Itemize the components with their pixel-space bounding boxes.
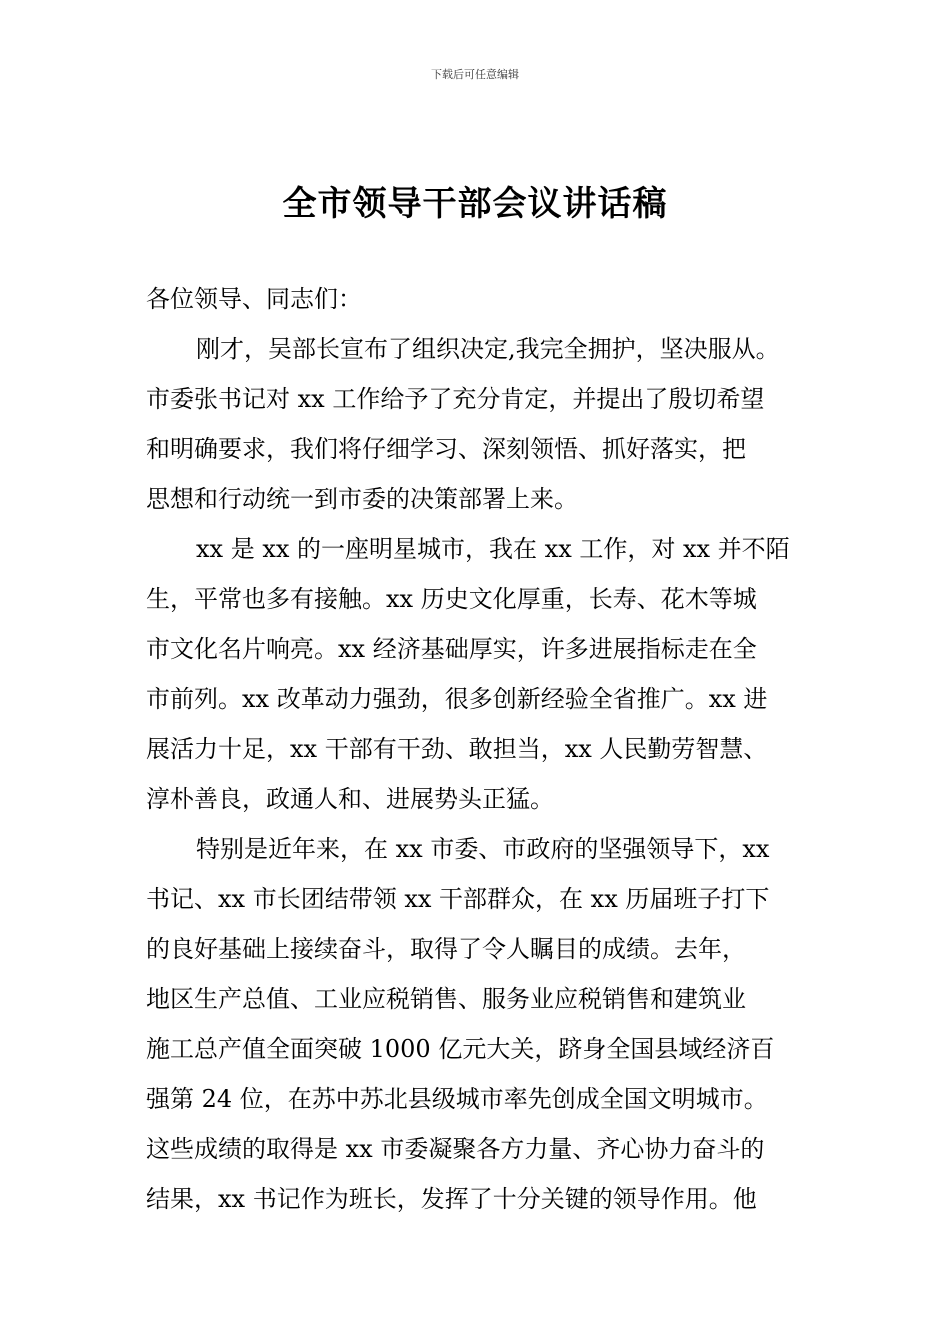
body-line: xx 是 xx 的一座明星城市，我在 xx 工作，对 xx 并不陌 (196, 535, 790, 563)
body-line: 生，平常也多有接触。xx 历史文化厚重，长寿、花木等城 (146, 585, 757, 613)
body-line: 强第 24 位，在苏中苏北县级城市率先创成全国文明城市。 (146, 1085, 768, 1113)
body-line: 地区生产总值、工业应税销售、服务业应税销售和建筑业 (146, 985, 746, 1013)
body-line: 和明确要求，我们将仔细学习、深刻领悟、抓好落实，把 (146, 435, 746, 463)
body-line: 淳朴善良，政通人和、进展势头正猛。 (146, 785, 554, 813)
body-line: 施工总产值全面突破 1000 亿元大关，跻身全国县域经济百 (146, 1035, 775, 1063)
body-line: 书记、xx 市长团结带领 xx 干部群众，在 xx 历届班子打下 (146, 885, 770, 913)
header-note: 下载后可任意编辑 (431, 68, 519, 81)
body-line: 特别是近年来，在 xx 市委、市政府的坚强领导下，xx (196, 835, 770, 863)
body-line: 这些成绩的取得是 xx 市委凝聚各方力量、齐心协力奋斗的 (146, 1135, 765, 1163)
body-line: 市文化名片响亮。xx 经济基础厚实，许多进展指标走在全 (146, 635, 757, 663)
document-body (146, 274, 826, 1224)
body-line: 结果，xx 书记作为班长，发挥了十分关键的领导作用。他 (146, 1185, 757, 1213)
body-line: 市前列。xx 改革动力强劲，很多创新经验全省推广。xx 进 (146, 685, 768, 713)
body-line: 思想和行动统一到市委的决策部署上来。 (146, 485, 578, 513)
body-line: 刚才，吴部长宣布了组织决定,我完全拥护，坚决服从。 (196, 335, 780, 363)
body-line: 各位领导、同志们： (146, 285, 362, 313)
document-title: 全市领导干部会议讲话稿 (282, 184, 668, 224)
body-line: 展活力十足，xx 干部有干劲、敢担当，xx 人民勤劳智慧、 (146, 735, 768, 763)
body-line: 的良好基础上接续奋斗，取得了令人瞩目的成绩。去年， (146, 935, 746, 963)
body-line: 市委张书记对 xx 工作给予了充分肯定，并提出了殷切希望 (146, 385, 765, 413)
